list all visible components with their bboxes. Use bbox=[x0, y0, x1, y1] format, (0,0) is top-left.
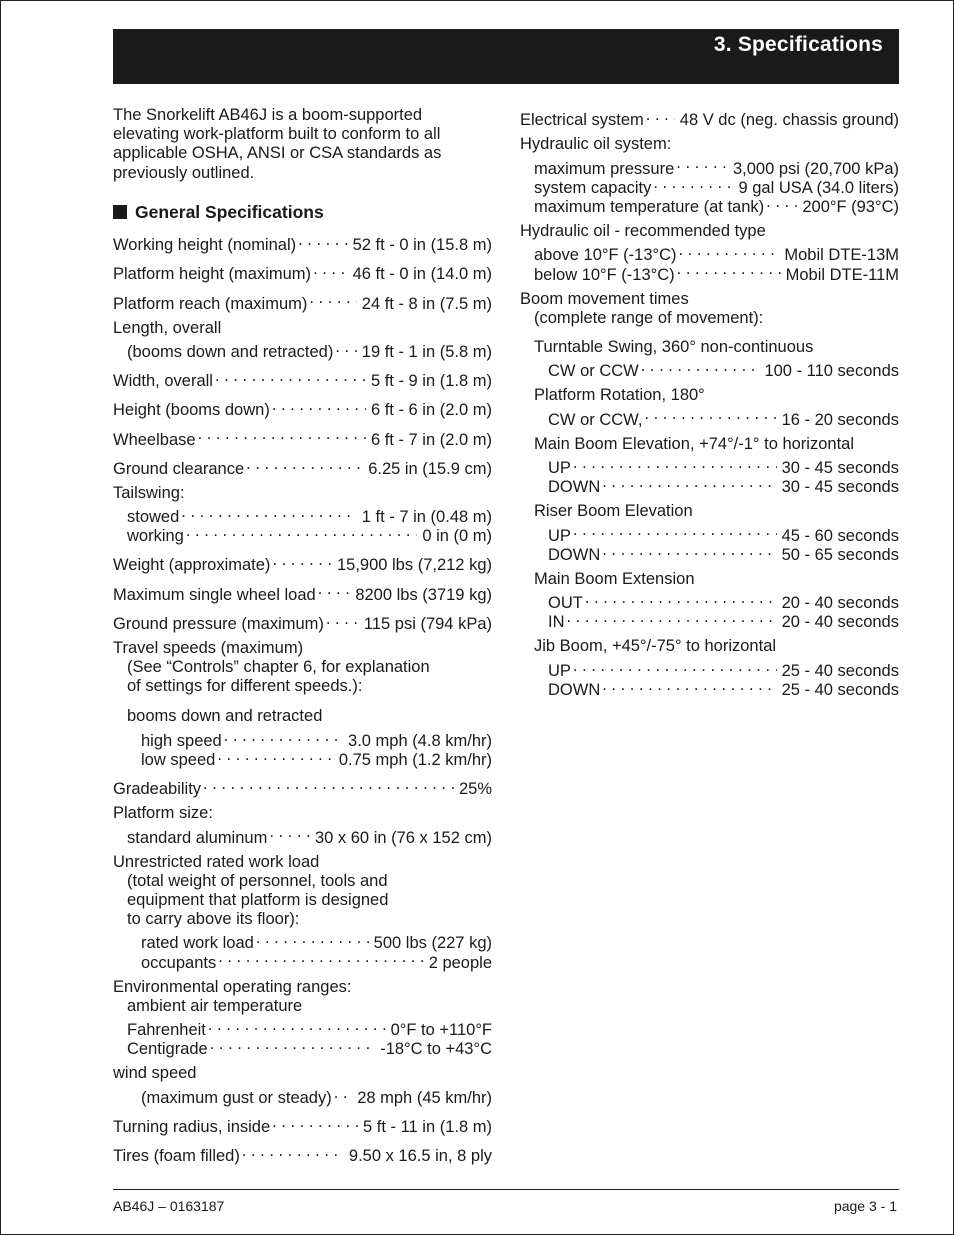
spec-value: 19 ft - 1 in (5.8 m) bbox=[359, 343, 492, 362]
spec-label: high speed bbox=[141, 731, 222, 750]
spec-line bbox=[520, 154, 899, 178]
spec-value: 20 - 40 seconds bbox=[779, 594, 899, 613]
spec-label: Platform height (maximum) bbox=[113, 265, 312, 284]
dot-leader bbox=[246, 455, 363, 474]
spec-label: Boom movement times bbox=[520, 289, 689, 308]
spec-label: Platform Rotation, 180° bbox=[534, 386, 705, 405]
dot-leader bbox=[573, 657, 777, 676]
spec-label: DOWN bbox=[548, 680, 601, 699]
dot-leader bbox=[242, 1142, 344, 1161]
spec-item bbox=[113, 289, 492, 313]
dot-leader bbox=[215, 367, 366, 386]
spec-label: OUT bbox=[548, 594, 583, 613]
spec-label: maximum temperature (at tank) bbox=[534, 197, 765, 216]
spec-item bbox=[113, 775, 492, 799]
spec-value: 0 in (0 m) bbox=[419, 527, 492, 546]
spec-label: ambient air temperature bbox=[127, 996, 303, 1015]
spec-label: Maximum single wheel load bbox=[113, 585, 316, 604]
spec-label: Fahrenheit bbox=[127, 1021, 206, 1040]
spec-value: 50 - 65 seconds bbox=[779, 546, 899, 565]
spec-item bbox=[520, 502, 899, 564]
spec-label: (booms down and retracted) bbox=[127, 342, 334, 361]
spec-item bbox=[113, 551, 492, 575]
dot-leader bbox=[766, 193, 797, 212]
dot-leader bbox=[203, 775, 454, 794]
dot-leader bbox=[326, 610, 359, 629]
spec-line bbox=[520, 386, 899, 405]
spec-line bbox=[113, 978, 492, 997]
spec-value: 3.0 mph (4.8 km/hr) bbox=[345, 732, 492, 751]
spec-line bbox=[113, 804, 492, 823]
spec-item bbox=[113, 580, 492, 604]
spec-line bbox=[113, 727, 492, 750]
spec-line bbox=[113, 891, 492, 910]
spec-value: 45 - 60 seconds bbox=[779, 527, 899, 546]
spec-value: 8200 lbs (3719 kg) bbox=[352, 586, 492, 605]
spec-label: UP bbox=[548, 459, 571, 477]
spec-value: 5 ft - 9 in (1.8 m) bbox=[368, 372, 492, 391]
spec-value: 30 - 45 seconds bbox=[779, 478, 899, 497]
dot-leader bbox=[309, 289, 356, 308]
spec-value: 500 lbs (227 kg) bbox=[371, 934, 492, 953]
spec-value: 48 V dc (neg. chassis ground) bbox=[677, 111, 899, 130]
spec-value: 200°F (93°C) bbox=[799, 198, 899, 217]
spec-value: 25% bbox=[456, 780, 492, 799]
spec-value: 15,900 lbs (7,212 kg) bbox=[334, 556, 492, 575]
chapter-header-bar bbox=[113, 29, 899, 84]
spec-line bbox=[113, 231, 492, 255]
left-spec-list bbox=[113, 231, 492, 1166]
spec-label: DOWN bbox=[548, 545, 601, 564]
spec-item bbox=[113, 1142, 492, 1166]
dot-leader bbox=[210, 1035, 375, 1054]
spec-label: Platform reach (maximum) bbox=[113, 294, 308, 313]
spec-label: DOWN bbox=[548, 478, 601, 497]
spec-line bbox=[520, 435, 899, 454]
spec-line bbox=[113, 658, 492, 677]
dot-leader bbox=[644, 405, 776, 424]
spec-value: 16 - 20 seconds bbox=[779, 411, 899, 430]
spec-line bbox=[113, 319, 492, 338]
spec-label: (total weight of personnel, tools and bbox=[127, 871, 388, 890]
spec-label: Unrestricted rated work load bbox=[113, 852, 320, 871]
spec-label: Height (booms down) bbox=[113, 401, 270, 420]
spec-item bbox=[520, 106, 899, 130]
chapter-title: 3. Specifications bbox=[713, 33, 883, 56]
spec-value: 1 ft - 7 in (0.48 m) bbox=[359, 508, 492, 527]
spec-label: CW or CCW, bbox=[548, 410, 643, 429]
spec-value: 24 ft - 8 in (7.5 m) bbox=[359, 295, 492, 314]
section-heading bbox=[113, 203, 492, 222]
dot-leader bbox=[318, 580, 351, 599]
spec-label: below 10°F (-13°C) bbox=[534, 265, 675, 284]
spec-value: 5 ft - 11 in (1.8 m) bbox=[360, 1118, 492, 1137]
spec-label: above 10°F (-13°C) bbox=[534, 246, 677, 265]
dot-leader bbox=[224, 727, 343, 746]
spec-line bbox=[113, 455, 492, 478]
dot-leader bbox=[653, 174, 733, 193]
spec-line bbox=[520, 405, 899, 429]
spec-value: 30 - 45 seconds bbox=[779, 459, 899, 478]
spec-line bbox=[520, 338, 899, 357]
spec-label: equipment that platform is designed bbox=[127, 890, 389, 909]
spec-label: IN bbox=[548, 613, 565, 632]
spec-line bbox=[520, 106, 899, 130]
spec-value: 25 - 40 seconds bbox=[779, 681, 899, 700]
intro-paragraph: The Snorkelift AB46J is a boom-supported elevating work-platform built to conform to all applicable OSHA, ANSI or CSA standards as previously outlined. bbox=[113, 106, 442, 182]
spec-line bbox=[520, 357, 899, 381]
spec-label: Platform size: bbox=[113, 804, 213, 823]
spec-line bbox=[113, 910, 492, 929]
spec-label: Working height (nominal) bbox=[113, 236, 297, 255]
dot-leader bbox=[641, 357, 760, 376]
spec-line bbox=[113, 1142, 492, 1166]
spec-item bbox=[113, 977, 492, 1059]
dot-leader bbox=[677, 260, 781, 279]
spec-label: UP bbox=[548, 661, 571, 680]
spec-value: 30 x 60 in (76 x 152 cm) bbox=[312, 829, 492, 848]
spec-line bbox=[113, 289, 492, 313]
spec-value: 6.25 in (15.9 cm) bbox=[365, 460, 492, 479]
spec-item bbox=[113, 1113, 492, 1136]
spec-item bbox=[113, 367, 492, 391]
dot-leader bbox=[218, 948, 423, 967]
spec-label: Turntable Swing, 360° non-continuous bbox=[534, 337, 814, 356]
spec-line bbox=[113, 775, 492, 799]
spec-value: 2 people bbox=[426, 954, 492, 973]
spec-line bbox=[520, 657, 899, 680]
spec-line bbox=[113, 260, 492, 284]
dot-leader bbox=[646, 106, 675, 125]
spec-label: Turning radius, inside bbox=[113, 1117, 271, 1136]
dot-leader bbox=[602, 473, 776, 492]
spec-label: working bbox=[127, 527, 184, 546]
spec-line bbox=[113, 396, 492, 420]
spec-label: Environmental operating ranges: bbox=[113, 977, 352, 996]
spec-value: 115 psi (794 kPa) bbox=[361, 615, 492, 634]
dot-leader bbox=[676, 154, 728, 173]
right-column bbox=[520, 106, 899, 705]
spec-value: 46 ft - 0 in (14.0 m) bbox=[350, 265, 492, 284]
spec-value: 3,000 psi (20,700 kPa) bbox=[730, 160, 899, 179]
section-heading-text: General Specifications bbox=[135, 201, 324, 222]
spec-line bbox=[520, 521, 899, 545]
spec-line bbox=[113, 338, 492, 361]
spec-line bbox=[113, 1016, 492, 1040]
spec-value: 25 - 40 seconds bbox=[779, 662, 899, 681]
spec-value: 9 gal USA (34.0 liters) bbox=[736, 179, 900, 198]
spec-line bbox=[520, 241, 899, 265]
spec-line bbox=[113, 580, 492, 604]
spec-line bbox=[520, 637, 899, 656]
spec-label: Riser Boom Elevation bbox=[534, 502, 693, 521]
dot-leader bbox=[585, 589, 777, 608]
spec-item bbox=[520, 337, 899, 381]
dot-leader bbox=[602, 676, 776, 695]
dot-leader bbox=[272, 1113, 358, 1132]
spec-label: (maximum gust or steady) bbox=[141, 1088, 332, 1107]
spec-item bbox=[113, 455, 492, 478]
spec-label: Length, overall bbox=[113, 318, 222, 337]
dot-leader bbox=[208, 1016, 386, 1035]
spec-label: Jib Boom, +45°/-75° to horizontal bbox=[534, 637, 777, 656]
spec-label: maximum pressure bbox=[534, 159, 675, 178]
spec-label: Gradeability bbox=[113, 780, 202, 799]
spec-value: Mobil DTE-11M bbox=[783, 266, 899, 285]
dot-leader bbox=[602, 541, 776, 560]
spec-line bbox=[113, 997, 492, 1016]
spec-label: occupants bbox=[141, 953, 217, 972]
dot-leader bbox=[186, 522, 417, 541]
spec-label: wind speed bbox=[113, 1064, 197, 1083]
spec-label: (See “Controls” chapter 6, for explanation bbox=[127, 658, 430, 677]
spec-label: booms down and retracted bbox=[127, 707, 323, 726]
square-bullet-icon bbox=[113, 205, 127, 219]
spec-label: Hydraulic oil - recommended type bbox=[520, 221, 766, 240]
dot-leader bbox=[573, 454, 777, 473]
spec-label: (complete range of movement): bbox=[534, 308, 764, 327]
spec-item bbox=[520, 221, 899, 284]
spec-line bbox=[520, 309, 899, 328]
spec-line bbox=[113, 503, 492, 527]
spec-item bbox=[113, 483, 492, 546]
spec-spacer bbox=[113, 696, 492, 707]
footer-page-number: page 3 - 1 bbox=[833, 1198, 897, 1214]
spec-line bbox=[520, 502, 899, 521]
spec-label: Centigrade bbox=[127, 1040, 208, 1059]
spec-line bbox=[113, 823, 492, 847]
dot-leader bbox=[272, 396, 366, 415]
spec-label: Ground clearance bbox=[113, 459, 245, 478]
dot-leader bbox=[334, 1084, 352, 1103]
spec-line bbox=[520, 222, 899, 241]
spec-value: Mobil DTE-13M bbox=[781, 246, 899, 265]
spec-line bbox=[520, 290, 899, 309]
dot-leader bbox=[256, 929, 369, 948]
spec-item bbox=[113, 638, 492, 769]
spec-item bbox=[520, 386, 899, 429]
spec-item bbox=[113, 852, 492, 972]
spec-label: Main Boom Extension bbox=[534, 569, 695, 588]
spec-item bbox=[113, 396, 492, 420]
right-spec-list bbox=[520, 106, 899, 699]
spec-label: stowed bbox=[127, 508, 180, 527]
spec-label: Hydraulic oil system: bbox=[520, 135, 672, 154]
spec-value: 0.75 mph (1.2 km/hr) bbox=[336, 751, 492, 770]
spec-label: low speed bbox=[141, 750, 216, 769]
spec-line bbox=[113, 639, 492, 658]
spec-label: Wheelbase bbox=[113, 430, 196, 449]
spec-value: 20 - 40 seconds bbox=[779, 613, 899, 632]
spec-value: 9.50 x 16.5 in, 8 ply bbox=[346, 1147, 492, 1166]
spec-label: standard aluminum bbox=[127, 828, 268, 847]
spec-line bbox=[520, 454, 899, 477]
spec-label: Electrical system bbox=[520, 111, 644, 130]
spec-item bbox=[113, 318, 492, 361]
spec-label: Tires (foam filled) bbox=[113, 1147, 240, 1166]
spec-line bbox=[113, 853, 492, 872]
spec-value: 6 ft - 7 in (2.0 m) bbox=[368, 431, 492, 450]
spec-line bbox=[113, 872, 492, 891]
dot-leader bbox=[573, 521, 777, 540]
spec-label: system capacity bbox=[534, 178, 652, 197]
dot-leader bbox=[679, 241, 780, 260]
spec-label: Ground pressure (maximum) bbox=[113, 614, 324, 633]
spec-label: to carry above its floor): bbox=[127, 910, 300, 929]
spec-label: Travel speeds (maximum) bbox=[113, 638, 304, 657]
spec-value: 0°F to +110°F bbox=[388, 1021, 492, 1040]
spec-line bbox=[113, 1084, 492, 1107]
spec-item bbox=[113, 231, 492, 255]
spec-line bbox=[113, 1064, 492, 1083]
spec-value: 6 ft - 6 in (2.0 m) bbox=[368, 401, 492, 420]
footer-divider bbox=[113, 1189, 899, 1190]
spec-line bbox=[113, 707, 492, 726]
dot-leader bbox=[298, 231, 347, 250]
spec-line bbox=[113, 929, 492, 953]
spec-label: CW or CCW bbox=[548, 362, 639, 381]
spec-line bbox=[113, 367, 492, 391]
spec-value: 28 mph (45 km/hr) bbox=[354, 1089, 492, 1108]
spec-line bbox=[113, 610, 492, 633]
spec-label: Width, overall bbox=[113, 372, 213, 391]
spec-line bbox=[520, 589, 899, 613]
spec-item bbox=[113, 260, 492, 284]
dot-leader bbox=[335, 338, 356, 357]
spec-label: of settings for different speeds.): bbox=[127, 677, 363, 696]
spec-item bbox=[520, 569, 899, 632]
spec-label: Weight (approximate) bbox=[113, 556, 271, 575]
spec-label: Tailswing: bbox=[113, 483, 185, 502]
spec-item bbox=[520, 434, 899, 497]
spec-line bbox=[113, 677, 492, 696]
left-column bbox=[113, 106, 492, 1171]
spec-line bbox=[113, 425, 492, 449]
spec-item bbox=[113, 804, 492, 847]
spec-line bbox=[520, 135, 899, 154]
spec-line bbox=[113, 1113, 492, 1136]
spec-label: Main Boom Elevation, +74°/-1° to horizontal bbox=[534, 434, 854, 453]
spec-item bbox=[113, 1064, 492, 1107]
footer-doc-id: AB46J – 0163187 bbox=[113, 1198, 225, 1214]
spec-value: 100 - 110 seconds bbox=[761, 362, 899, 381]
spec-line bbox=[113, 484, 492, 503]
spec-line bbox=[520, 570, 899, 589]
dot-leader bbox=[269, 823, 310, 842]
dot-leader bbox=[217, 746, 334, 765]
spec-item bbox=[113, 425, 492, 449]
spec-value: -18°C to +43°C bbox=[377, 1040, 492, 1059]
dot-leader bbox=[272, 551, 332, 570]
spec-value: 52 ft - 0 in (15.8 m) bbox=[350, 236, 492, 255]
spec-item bbox=[113, 610, 492, 633]
dot-leader bbox=[313, 260, 348, 279]
dot-leader bbox=[567, 608, 777, 627]
spec-item bbox=[520, 290, 899, 328]
spec-line bbox=[113, 551, 492, 575]
spec-item bbox=[520, 135, 899, 216]
spec-label: rated work load bbox=[141, 934, 254, 953]
spec-item bbox=[520, 637, 899, 699]
dot-leader bbox=[181, 503, 357, 522]
dot-leader bbox=[198, 425, 366, 444]
spec-label: UP bbox=[548, 526, 571, 545]
